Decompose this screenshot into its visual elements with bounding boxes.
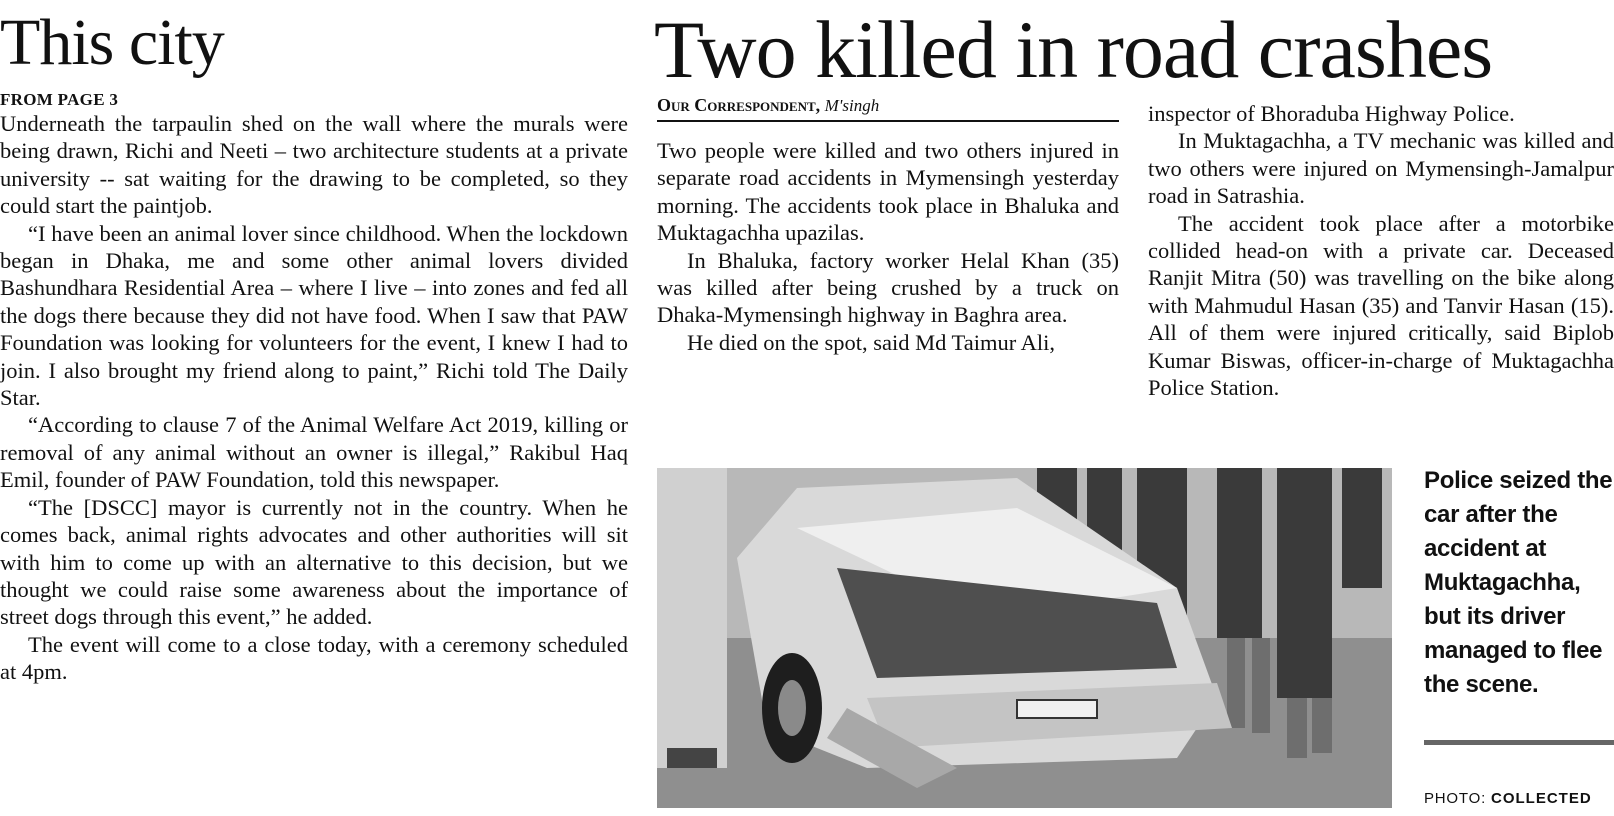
photo-credit [1424,790,1592,807]
left-story-body [0,110,628,686]
story-paragraph: The accident took place after a motorbike collided head-on with a private car. Deceased Ranjit Mitra (50) was travelling on the bike along with Mahmudul Hasan (35) and Tanvir Hasan (15). All of them were injured critically, said Biplob Kumar Biswas, officer-in-charge of Muktagachha Police Station. [1148,210,1614,401]
story-paragraph: In Muktagachha, a TV mechanic was killed and two others were injured on Mymensingh-Jamalpur road in Satrashia. [1148,128,1614,209]
left-paragraph: Underneath the tarpaulin shed on the wall where the murals were being drawn, Richi and Neeti – two architecture students at a private university -- sat waiting for the drawing to be completed, so they could start the paintjob. [0,111,628,219]
photo-caption: Police seized the car after the accident at Muktagachha, but its driver managed to flee the scene. [1424,467,1613,698]
main-story-column-2 [1148,100,1614,401]
crashed-car-illustration [657,468,1392,808]
main-headline: Two killed in road crashes [654,4,1493,95]
left-paragraph: “The [DSCC] mayor is currently not in the country. When he comes back, animal rights advocates and other authorities will sit with him to come up with an alternative to this decision, but we thought we could raise some awareness about the importance of street dogs through this event,” he added. [0,494,628,630]
caption-divider [1424,740,1614,745]
left-headline: This city [0,6,224,79]
left-paragraph: “I have been an animal lover since childhood. When the lockdown began in Dhaka, me and some other animal lovers divided Bashundhara Residential Area – where I live – into zones and fed all the dogs there because they did not have food. When I saw that PAW Foundation was looking for volunteers for the event, I knew I had to join. I also brought my friend along to paint,” Richi told The Daily Star. [0,220,628,411]
continued-from-kicker: FROM PAGE 3 [0,90,119,109]
photo-credit-value: COLLECTED [1491,790,1592,807]
main-story-column-1 [657,95,1119,356]
left-paragraph: “According to clause 7 of the Animal Welfare Act 2019, killing or removal of any animal without an owner is illegal,” Rakibul Haq Emil, founder of PAW Foundation, told this newspaper. [0,412,628,493]
photo-credit-label: PHOTO: [1424,790,1487,807]
story-paragraph: He died on the spot, said Md Taimur Ali, [687,329,1055,355]
byline [657,95,1119,122]
story-paragraph: Two people were killed and two others injured in separate road accidents in Mymensingh yesterday morning. The accidents took place in Bhaluka and Muktagachha upazilas. [657,138,1119,246]
left-story [0,6,628,686]
byline-name: Our Correspondent, [657,95,821,115]
crashed-car-photo [657,468,1392,808]
left-paragraph: The event will come to a close today, with a ceremony scheduled at 4pm. [0,631,628,685]
story-paragraph: inspector of Bhoraduba Highway Police. [1148,101,1515,126]
byline-location: M'singh [824,96,880,115]
story-paragraph: In Bhaluka, factory worker Helal Khan (35) was killed after being crushed by a truck on Dhaka-Mymensingh highway in Baghra area. [657,247,1119,328]
